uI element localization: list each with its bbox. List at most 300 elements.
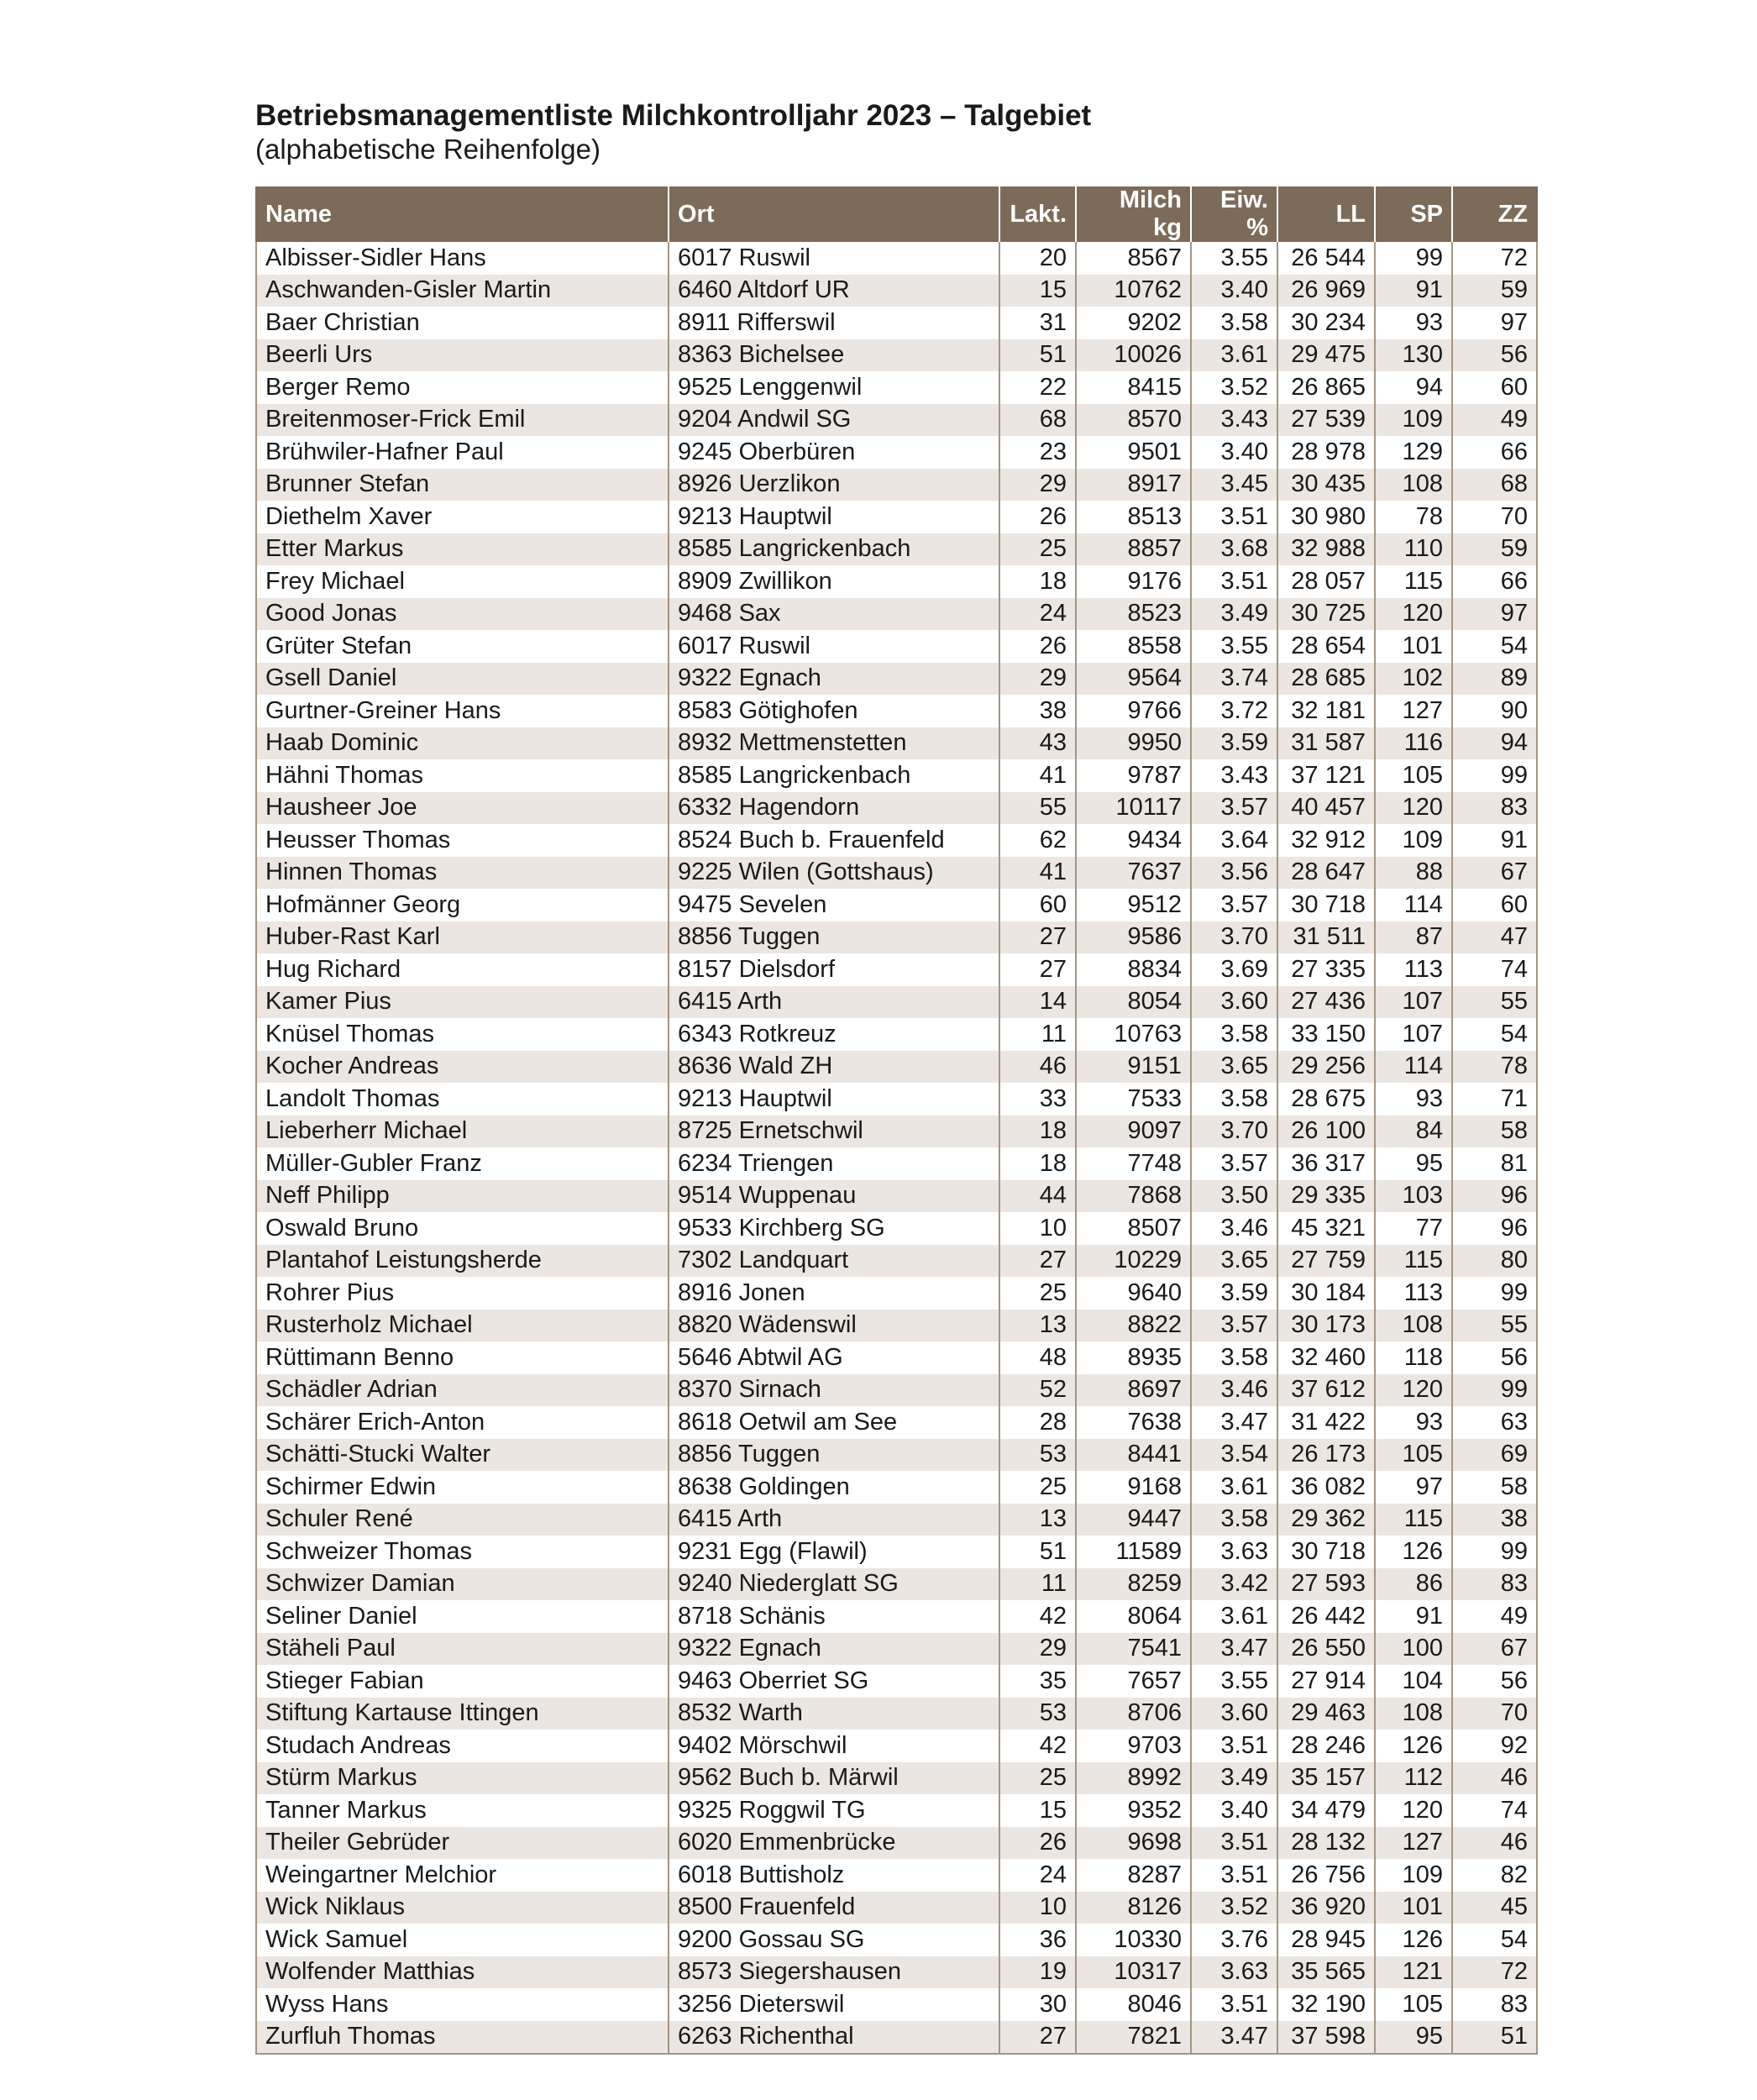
cell-eiw: 3.57 bbox=[1191, 1147, 1277, 1180]
cell-sp: 93 bbox=[1375, 307, 1452, 339]
table-row bbox=[256, 857, 1537, 890]
cell-zz: 58 bbox=[1452, 1471, 1537, 1504]
table-row bbox=[256, 275, 1537, 307]
cell-milch: 9352 bbox=[1076, 1794, 1191, 1827]
table-row bbox=[256, 242, 1537, 275]
cell-name: Oswald Bruno bbox=[256, 1212, 669, 1245]
cell-eiw: 3.49 bbox=[1191, 1762, 1277, 1795]
cell-ort: 8909 Zwillikon bbox=[669, 565, 999, 598]
cell-name: Knüsel Thomas bbox=[256, 1018, 669, 1051]
cell-eiw: 3.58 bbox=[1191, 307, 1277, 339]
cell-sp: 93 bbox=[1375, 1406, 1452, 1439]
cell-ll: 32 190 bbox=[1277, 1988, 1375, 2021]
cell-milch: 9564 bbox=[1076, 663, 1191, 696]
cell-sp: 121 bbox=[1375, 1956, 1452, 1989]
cell-milch: 8706 bbox=[1076, 1698, 1191, 1730]
cell-sp: 86 bbox=[1375, 1568, 1452, 1601]
cell-zz: 60 bbox=[1452, 889, 1537, 921]
table-header-row bbox=[256, 186, 1537, 242]
cell-ll: 40 457 bbox=[1277, 792, 1375, 825]
cell-name: Stiftung Kartause Ittingen bbox=[256, 1698, 669, 1730]
cell-eiw: 3.40 bbox=[1191, 1794, 1277, 1827]
table-row bbox=[256, 1341, 1537, 1374]
cell-lakt: 13 bbox=[999, 1504, 1076, 1536]
cell-name: Wolfender Matthias bbox=[256, 1956, 669, 1989]
cell-eiw: 3.54 bbox=[1191, 1439, 1277, 1472]
cell-name: Landolt Thomas bbox=[256, 1083, 669, 1116]
table-row bbox=[256, 986, 1537, 1019]
cell-eiw: 3.43 bbox=[1191, 404, 1277, 437]
cell-lakt: 15 bbox=[999, 1794, 1076, 1827]
cell-eiw: 3.61 bbox=[1191, 1600, 1277, 1633]
table-row bbox=[256, 565, 1537, 598]
cell-milch: 10763 bbox=[1076, 1018, 1191, 1051]
cell-ll: 27 539 bbox=[1277, 404, 1375, 437]
table-row bbox=[256, 1083, 1537, 1116]
cell-lakt: 27 bbox=[999, 921, 1076, 954]
cell-ll: 28 246 bbox=[1277, 1730, 1375, 1762]
cell-eiw: 3.55 bbox=[1191, 242, 1277, 275]
cell-milch: 9434 bbox=[1076, 824, 1191, 857]
cell-lakt: 30 bbox=[999, 1988, 1076, 2021]
cell-zz: 49 bbox=[1452, 404, 1537, 437]
cell-zz: 67 bbox=[1452, 1633, 1537, 1666]
cell-ll: 28 945 bbox=[1277, 1924, 1375, 1956]
cell-sp: 88 bbox=[1375, 857, 1452, 890]
cell-zz: 91 bbox=[1452, 824, 1537, 857]
cell-eiw: 3.55 bbox=[1191, 630, 1277, 663]
cell-ort: 8532 Warth bbox=[669, 1698, 999, 1730]
cell-sp: 91 bbox=[1375, 275, 1452, 307]
cell-milch: 9950 bbox=[1076, 727, 1191, 760]
cell-lakt: 44 bbox=[999, 1180, 1076, 1213]
table-row bbox=[256, 1147, 1537, 1180]
cell-name: Seliner Daniel bbox=[256, 1600, 669, 1633]
cell-zz: 59 bbox=[1452, 275, 1537, 307]
cell-milch: 8054 bbox=[1076, 986, 1191, 1019]
table-row bbox=[256, 404, 1537, 437]
cell-ort: 6020 Emmenbrücke bbox=[669, 1827, 999, 1860]
table-row bbox=[256, 1568, 1537, 1601]
cell-lakt: 28 bbox=[999, 1406, 1076, 1439]
cell-sp: 110 bbox=[1375, 533, 1452, 566]
cell-milch: 7868 bbox=[1076, 1180, 1191, 1213]
table-row bbox=[256, 1471, 1537, 1504]
cell-sp: 120 bbox=[1375, 1374, 1452, 1407]
cell-zz: 45 bbox=[1452, 1892, 1537, 1924]
cell-ort: 9225 Wilen (Gottshaus) bbox=[669, 857, 999, 890]
cell-eiw: 3.42 bbox=[1191, 1568, 1277, 1601]
cell-lakt: 42 bbox=[999, 1730, 1076, 1762]
cell-eiw: 3.43 bbox=[1191, 759, 1277, 792]
cell-milch: 8935 bbox=[1076, 1341, 1191, 1374]
cell-name: Brühwiler-Hafner Paul bbox=[256, 436, 669, 469]
cell-name: Schärer Erich-Anton bbox=[256, 1406, 669, 1439]
cell-eiw: 3.58 bbox=[1191, 1341, 1277, 1374]
cell-ll: 28 685 bbox=[1277, 663, 1375, 696]
cell-milch: 9766 bbox=[1076, 695, 1191, 727]
cell-sp: 100 bbox=[1375, 1633, 1452, 1666]
cell-milch: 8570 bbox=[1076, 404, 1191, 437]
cell-ll: 36 317 bbox=[1277, 1147, 1375, 1180]
cell-eiw: 3.65 bbox=[1191, 1051, 1277, 1084]
cell-zz: 67 bbox=[1452, 857, 1537, 890]
cell-lakt: 36 bbox=[999, 1924, 1076, 1956]
cell-zz: 90 bbox=[1452, 695, 1537, 727]
cell-milch: 8567 bbox=[1076, 242, 1191, 275]
table-row bbox=[256, 1665, 1537, 1698]
cell-zz: 80 bbox=[1452, 1245, 1537, 1278]
cell-eiw: 3.58 bbox=[1191, 1083, 1277, 1116]
cell-name: Tanner Markus bbox=[256, 1794, 669, 1827]
cell-name: Brunner Stefan bbox=[256, 469, 669, 501]
cell-lakt: 22 bbox=[999, 371, 1076, 404]
cell-ll: 36 920 bbox=[1277, 1892, 1375, 1924]
cell-lakt: 27 bbox=[999, 2021, 1076, 2055]
page-title: Betriebsmanagementliste Milchkontrolljahr 2023 – Talgebiet bbox=[255, 99, 1092, 132]
cell-eiw: 3.50 bbox=[1191, 1180, 1277, 1213]
cell-zz: 70 bbox=[1452, 1698, 1537, 1730]
table-row bbox=[256, 1924, 1537, 1956]
cell-sp: 101 bbox=[1375, 630, 1452, 663]
cell-sp: 113 bbox=[1375, 1277, 1452, 1310]
cell-ort: 6017 Ruswil bbox=[669, 630, 999, 663]
cell-sp: 94 bbox=[1375, 371, 1452, 404]
cell-lakt: 18 bbox=[999, 565, 1076, 598]
cell-zz: 99 bbox=[1452, 759, 1537, 792]
table-row bbox=[256, 1600, 1537, 1633]
cell-ll: 35 157 bbox=[1277, 1762, 1375, 1795]
cell-ort: 8638 Goldingen bbox=[669, 1471, 999, 1504]
cell-ort: 9231 Egg (Flawil) bbox=[669, 1536, 999, 1568]
cell-ll: 37 121 bbox=[1277, 759, 1375, 792]
cell-ort: 8157 Dielsdorf bbox=[669, 953, 999, 986]
cell-name: Grüter Stefan bbox=[256, 630, 669, 663]
table-row bbox=[256, 1277, 1537, 1310]
cell-ll: 32 460 bbox=[1277, 1341, 1375, 1374]
cell-milch: 8992 bbox=[1076, 1762, 1191, 1795]
cell-ll: 26 100 bbox=[1277, 1116, 1375, 1148]
cell-milch: 10762 bbox=[1076, 275, 1191, 307]
cell-zz: 82 bbox=[1452, 1859, 1537, 1892]
table-row bbox=[256, 727, 1537, 760]
cell-milch: 9640 bbox=[1076, 1277, 1191, 1310]
cell-milch: 7657 bbox=[1076, 1665, 1191, 1698]
cell-ll: 30 173 bbox=[1277, 1310, 1375, 1342]
cell-eiw: 3.49 bbox=[1191, 598, 1277, 631]
cell-zz: 72 bbox=[1452, 1956, 1537, 1989]
cell-zz: 60 bbox=[1452, 371, 1537, 404]
cell-eiw: 3.58 bbox=[1191, 1018, 1277, 1051]
cell-zz: 78 bbox=[1452, 1051, 1537, 1084]
cell-eiw: 3.57 bbox=[1191, 889, 1277, 921]
cell-lakt: 27 bbox=[999, 1245, 1076, 1278]
column-header-zz: ZZ bbox=[1452, 186, 1537, 242]
cell-lakt: 35 bbox=[999, 1665, 1076, 1698]
cell-name: Breitenmoser-Frick Emil bbox=[256, 404, 669, 437]
cell-lakt: 15 bbox=[999, 275, 1076, 307]
cell-ort: 8718 Schänis bbox=[669, 1600, 999, 1633]
cell-sp: 107 bbox=[1375, 986, 1452, 1019]
cell-eiw: 3.74 bbox=[1191, 663, 1277, 696]
cell-name: Rohrer Pius bbox=[256, 1277, 669, 1310]
cell-zz: 92 bbox=[1452, 1730, 1537, 1762]
cell-sp: 109 bbox=[1375, 1859, 1452, 1892]
column-header-sp: SP bbox=[1375, 186, 1452, 242]
column-header-name: Name bbox=[256, 186, 669, 242]
cell-ort: 8926 Uerzlikon bbox=[669, 469, 999, 501]
cell-name: Wick Niklaus bbox=[256, 1892, 669, 1924]
cell-milch: 8917 bbox=[1076, 469, 1191, 501]
cell-ll: 29 335 bbox=[1277, 1180, 1375, 1213]
cell-sp: 95 bbox=[1375, 1147, 1452, 1180]
cell-zz: 49 bbox=[1452, 1600, 1537, 1633]
cell-sp: 127 bbox=[1375, 1827, 1452, 1860]
cell-zz: 38 bbox=[1452, 1504, 1537, 1536]
cell-ort: 9525 Lenggenwil bbox=[669, 371, 999, 404]
cell-sp: 116 bbox=[1375, 727, 1452, 760]
cell-zz: 97 bbox=[1452, 307, 1537, 339]
table-row bbox=[256, 371, 1537, 404]
cell-name: Schädler Adrian bbox=[256, 1374, 669, 1407]
cell-milch: 8415 bbox=[1076, 371, 1191, 404]
cell-eiw: 3.46 bbox=[1191, 1374, 1277, 1407]
cell-eiw: 3.57 bbox=[1191, 792, 1277, 825]
cell-name: Wyss Hans bbox=[256, 1988, 669, 2021]
cell-sp: 115 bbox=[1375, 1504, 1452, 1536]
cell-ort: 6343 Rotkreuz bbox=[669, 1018, 999, 1051]
cell-lakt: 53 bbox=[999, 1439, 1076, 1472]
cell-lakt: 10 bbox=[999, 1212, 1076, 1245]
cell-sp: 114 bbox=[1375, 1051, 1452, 1084]
cell-sp: 104 bbox=[1375, 1665, 1452, 1698]
cell-ll: 45 321 bbox=[1277, 1212, 1375, 1245]
cell-zz: 83 bbox=[1452, 1988, 1537, 2021]
table-row bbox=[256, 436, 1537, 469]
cell-lakt: 24 bbox=[999, 1859, 1076, 1892]
cell-ll: 30 718 bbox=[1277, 1536, 1375, 1568]
cell-name: Schweizer Thomas bbox=[256, 1536, 669, 1568]
cell-lakt: 62 bbox=[999, 824, 1076, 857]
table-row bbox=[256, 2021, 1537, 2055]
cell-sp: 112 bbox=[1375, 1762, 1452, 1795]
cell-name: Beerli Urs bbox=[256, 339, 669, 372]
cell-name: Schuler René bbox=[256, 1504, 669, 1536]
cell-ll: 34 479 bbox=[1277, 1794, 1375, 1827]
cell-zz: 72 bbox=[1452, 242, 1537, 275]
table-row bbox=[256, 759, 1537, 792]
cell-name: Zurfluh Thomas bbox=[256, 2021, 669, 2055]
cell-sp: 109 bbox=[1375, 824, 1452, 857]
cell-ort: 8583 Götighofen bbox=[669, 695, 999, 727]
table-row bbox=[256, 1794, 1537, 1827]
cell-sp: 108 bbox=[1375, 1310, 1452, 1342]
cell-milch: 9151 bbox=[1076, 1051, 1191, 1084]
cell-eiw: 3.69 bbox=[1191, 953, 1277, 986]
table-row bbox=[256, 1762, 1537, 1795]
cell-eiw: 3.63 bbox=[1191, 1956, 1277, 1989]
cell-milch: 9501 bbox=[1076, 436, 1191, 469]
cell-name: Schätti-Stucki Walter bbox=[256, 1439, 669, 1472]
cell-zz: 89 bbox=[1452, 663, 1537, 696]
cell-sp: 118 bbox=[1375, 1341, 1452, 1374]
cell-ort: 8585 Langrickenbach bbox=[669, 533, 999, 566]
cell-zz: 59 bbox=[1452, 533, 1537, 566]
cell-ll: 28 675 bbox=[1277, 1083, 1375, 1116]
cell-ll: 26 173 bbox=[1277, 1439, 1375, 1472]
cell-lakt: 14 bbox=[999, 986, 1076, 1019]
cell-milch: 9176 bbox=[1076, 565, 1191, 598]
table-row bbox=[256, 1827, 1537, 1860]
cell-ort: 9213 Hauptwil bbox=[669, 1083, 999, 1116]
cell-name: Neff Philipp bbox=[256, 1180, 669, 1213]
cell-name: Berger Remo bbox=[256, 371, 669, 404]
cell-eiw: 3.51 bbox=[1191, 1859, 1277, 1892]
cell-sp: 120 bbox=[1375, 598, 1452, 631]
column-header-ll: LL bbox=[1277, 186, 1375, 242]
cell-ll: 32 912 bbox=[1277, 824, 1375, 857]
cell-zz: 71 bbox=[1452, 1083, 1537, 1116]
cell-name: Rusterholz Michael bbox=[256, 1310, 669, 1342]
cell-eiw: 3.68 bbox=[1191, 533, 1277, 566]
cell-ort: 8363 Bichelsee bbox=[669, 339, 999, 372]
cell-zz: 68 bbox=[1452, 469, 1537, 501]
table-row bbox=[256, 921, 1537, 954]
cell-ll: 29 475 bbox=[1277, 339, 1375, 372]
cell-ll: 28 654 bbox=[1277, 630, 1375, 663]
cell-ll: 30 718 bbox=[1277, 889, 1375, 921]
cell-milch: 10229 bbox=[1076, 1245, 1191, 1278]
cell-lakt: 46 bbox=[999, 1051, 1076, 1084]
milk-control-table bbox=[255, 186, 1538, 2055]
cell-ort: 9204 Andwil SG bbox=[669, 404, 999, 437]
cell-lakt: 24 bbox=[999, 598, 1076, 631]
column-header-lakt: Lakt. bbox=[999, 186, 1076, 242]
column-header-eiw: Eiw. % bbox=[1191, 186, 1277, 242]
cell-ll: 33 150 bbox=[1277, 1018, 1375, 1051]
cell-milch: 8441 bbox=[1076, 1439, 1191, 1472]
cell-name: Good Jonas bbox=[256, 598, 669, 631]
cell-milch: 11589 bbox=[1076, 1536, 1191, 1568]
cell-eiw: 3.65 bbox=[1191, 1245, 1277, 1278]
cell-eiw: 3.59 bbox=[1191, 1277, 1277, 1310]
table-row bbox=[256, 1406, 1537, 1439]
cell-zz: 47 bbox=[1452, 921, 1537, 954]
cell-name: Müller-Gubler Franz bbox=[256, 1147, 669, 1180]
cell-name: Gurtner-Greiner Hans bbox=[256, 695, 669, 727]
cell-sp: 105 bbox=[1375, 759, 1452, 792]
cell-lakt: 33 bbox=[999, 1083, 1076, 1116]
cell-eiw: 3.46 bbox=[1191, 1212, 1277, 1245]
cell-zz: 58 bbox=[1452, 1116, 1537, 1148]
cell-ll: 32 181 bbox=[1277, 695, 1375, 727]
cell-eiw: 3.51 bbox=[1191, 565, 1277, 598]
cell-name: Etter Markus bbox=[256, 533, 669, 566]
cell-ll: 27 593 bbox=[1277, 1568, 1375, 1601]
cell-zz: 74 bbox=[1452, 1794, 1537, 1827]
cell-milch: 7748 bbox=[1076, 1147, 1191, 1180]
cell-zz: 97 bbox=[1452, 598, 1537, 631]
cell-milch: 9787 bbox=[1076, 759, 1191, 792]
cell-milch: 10026 bbox=[1076, 339, 1191, 372]
table-row bbox=[256, 501, 1537, 533]
cell-zz: 56 bbox=[1452, 1341, 1537, 1374]
cell-zz: 56 bbox=[1452, 1665, 1537, 1698]
cell-name: Wick Samuel bbox=[256, 1924, 669, 1956]
cell-eiw: 3.40 bbox=[1191, 275, 1277, 307]
cell-ll: 32 988 bbox=[1277, 533, 1375, 566]
cell-ll: 30 184 bbox=[1277, 1277, 1375, 1310]
table-row bbox=[256, 889, 1537, 921]
cell-eiw: 3.51 bbox=[1191, 1988, 1277, 2021]
cell-zz: 51 bbox=[1452, 2021, 1537, 2055]
cell-milch: 7637 bbox=[1076, 857, 1191, 890]
cell-milch: 8513 bbox=[1076, 501, 1191, 533]
cell-ll: 28 132 bbox=[1277, 1827, 1375, 1860]
cell-lakt: 26 bbox=[999, 630, 1076, 663]
table-row bbox=[256, 663, 1537, 696]
table-row bbox=[256, 1374, 1537, 1407]
cell-ll: 26 544 bbox=[1277, 242, 1375, 275]
cell-sp: 103 bbox=[1375, 1180, 1452, 1213]
cell-sp: 101 bbox=[1375, 1892, 1452, 1924]
cell-lakt: 29 bbox=[999, 1633, 1076, 1666]
cell-name: Kocher Andreas bbox=[256, 1051, 669, 1084]
cell-ll: 27 759 bbox=[1277, 1245, 1375, 1278]
cell-ll: 31 422 bbox=[1277, 1406, 1375, 1439]
cell-eiw: 3.61 bbox=[1191, 1471, 1277, 1504]
cell-ll: 30 234 bbox=[1277, 307, 1375, 339]
table-row bbox=[256, 1439, 1537, 1472]
cell-milch: 8558 bbox=[1076, 630, 1191, 663]
cell-milch: 8259 bbox=[1076, 1568, 1191, 1601]
cell-ort: 8916 Jonen bbox=[669, 1277, 999, 1310]
cell-ll: 36 082 bbox=[1277, 1471, 1375, 1504]
cell-lakt: 25 bbox=[999, 1471, 1076, 1504]
cell-ll: 27 914 bbox=[1277, 1665, 1375, 1698]
cell-ort: 8820 Wädenswil bbox=[669, 1310, 999, 1342]
cell-milch: 8507 bbox=[1076, 1212, 1191, 1245]
cell-name: Schirmer Edwin bbox=[256, 1471, 669, 1504]
cell-eiw: 3.63 bbox=[1191, 1536, 1277, 1568]
cell-lakt: 41 bbox=[999, 759, 1076, 792]
cell-ort: 9463 Oberriet SG bbox=[669, 1665, 999, 1698]
cell-name: Weingartner Melchior bbox=[256, 1859, 669, 1892]
cell-eiw: 3.70 bbox=[1191, 921, 1277, 954]
cell-ort: 8911 Rifferswil bbox=[669, 307, 999, 339]
cell-ll: 31 511 bbox=[1277, 921, 1375, 954]
cell-lakt: 29 bbox=[999, 663, 1076, 696]
cell-ll: 27 436 bbox=[1277, 986, 1375, 1019]
cell-lakt: 11 bbox=[999, 1568, 1076, 1601]
cell-name: Studach Andreas bbox=[256, 1730, 669, 1762]
cell-ort: 6263 Richenthal bbox=[669, 2021, 999, 2055]
cell-ort: 6415 Arth bbox=[669, 986, 999, 1019]
cell-ort: 7302 Landquart bbox=[669, 1245, 999, 1278]
cell-eiw: 3.60 bbox=[1191, 986, 1277, 1019]
cell-lakt: 25 bbox=[999, 533, 1076, 566]
cell-sp: 126 bbox=[1375, 1924, 1452, 1956]
cell-milch: 9097 bbox=[1076, 1116, 1191, 1148]
cell-ort: 9514 Wuppenau bbox=[669, 1180, 999, 1213]
cell-lakt: 20 bbox=[999, 242, 1076, 275]
cell-milch: 9447 bbox=[1076, 1504, 1191, 1536]
cell-ort: 9475 Sevelen bbox=[669, 889, 999, 921]
cell-sp: 105 bbox=[1375, 1439, 1452, 1472]
table-row bbox=[256, 469, 1537, 501]
cell-name: Hug Richard bbox=[256, 953, 669, 986]
cell-ll: 31 587 bbox=[1277, 727, 1375, 760]
